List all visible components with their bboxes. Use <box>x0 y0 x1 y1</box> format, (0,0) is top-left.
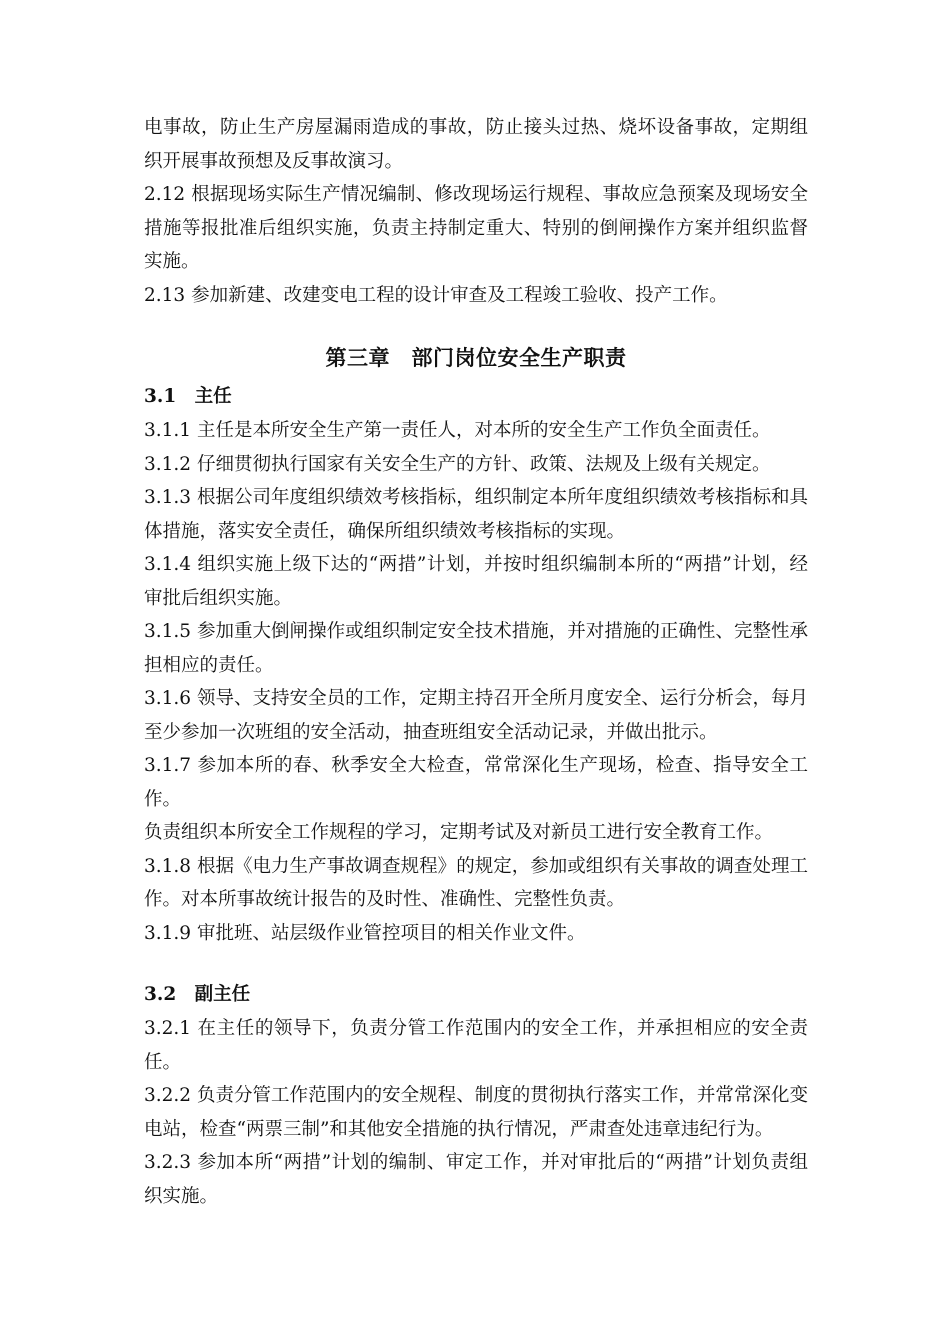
clause-paragraph: 3.1.5 参加重大倒闸操作或组织制定安全技术措施，并对措施的正确性、完整性承担相应的责任。 <box>144 621 808 676</box>
clause-paragraph: 3.1.6 领导、支持安全员的工作，定期主持召开全所月度安全、运行分析会，每月至少参加一次班组的安全活动，抽查班组安全活动记录，并做出批示。 <box>144 688 808 743</box>
intro-paragraph: 电事故，防止生产房屋漏雨造成的事故，防止接头过热、烧坏设备事故，定期组织开展事故预想及反事故演习。 <box>144 117 808 172</box>
intro-paragraph: 2.12 根据现场实际生产情况编制、修改现场运行规程、事故应急预案及现场安全措施等报批准后组织实施，负责主持制定重大、特别的倒闸操作方案并组织监督实施。 <box>144 184 808 272</box>
clause-paragraph: 3.1.8 根据《电力生产事故调查规程》的规定，参加或组织有关事故的调查处理工作。对本所事故统计报告的及时性、准确性、完整性负责。 <box>144 855 808 910</box>
clause-paragraph: 3.2.1 在主任的领导下，负责分管工作范围内的安全工作，并承担相应的安全责任。 <box>144 1018 808 1073</box>
chapter-title: 第三章 部门岗位安全生产职责 <box>325 345 627 370</box>
section-heading-director: 3.1 主任 <box>144 386 232 407</box>
section-spacer <box>144 950 808 978</box>
document-body <box>144 111 808 1213</box>
clause-paragraph: 3.1.4 组织实施上级下达的“两措”计划，并按时组织编制本所的“两措”计划，经审批后组织实施。 <box>144 554 808 609</box>
clause-paragraph: 3.2.2 负责分管工作范围内的安全规程、制度的贯彻执行落实工作，并常常深化变电站，检查“两票三制”和其他安全措施的执行情况，严肃查处违章违纪行为。 <box>144 1085 808 1140</box>
clause-paragraph: 3.1.2 仔细贯彻执行国家有关安全生产的方针、政策、法规及上级有关规定。 <box>144 453 771 475</box>
intro-paragraph: 2.13 参加新建、改建变电工程的设计审查及工程竣工验收、投产工作。 <box>144 284 728 306</box>
clause-paragraph: 3.1.9 审批班、站层级作业管控项目的相关作业文件。 <box>144 922 586 944</box>
clause-paragraph: 3.1.3 根据公司年度组织绩效考核指标，组织制定本所年度组织绩效考核指标和具体措施，落实安全责任，确保所组织绩效考核指标的实现。 <box>144 487 808 542</box>
clause-paragraph: 3.2.3 参加本所“两措”计划的编制、审定工作，并对审批后的“两措”计划负责组织实施。 <box>144 1152 808 1207</box>
section-heading-deputy-director: 3.2 副主任 <box>144 984 251 1005</box>
clause-paragraph: 3.1.7 参加本所的春、秋季安全大检查，常常深化生产现场，检查、指导安全工作。 <box>144 755 808 810</box>
clause-paragraph: 3.1.1 主任是本所安全生产第一责任人，对本所的安全生产工作负全面责任。 <box>144 420 771 441</box>
clause-paragraph: 负责组织本所安全工作规程的学习，定期考试及对新员工进行安全教育工作。 <box>144 822 774 843</box>
